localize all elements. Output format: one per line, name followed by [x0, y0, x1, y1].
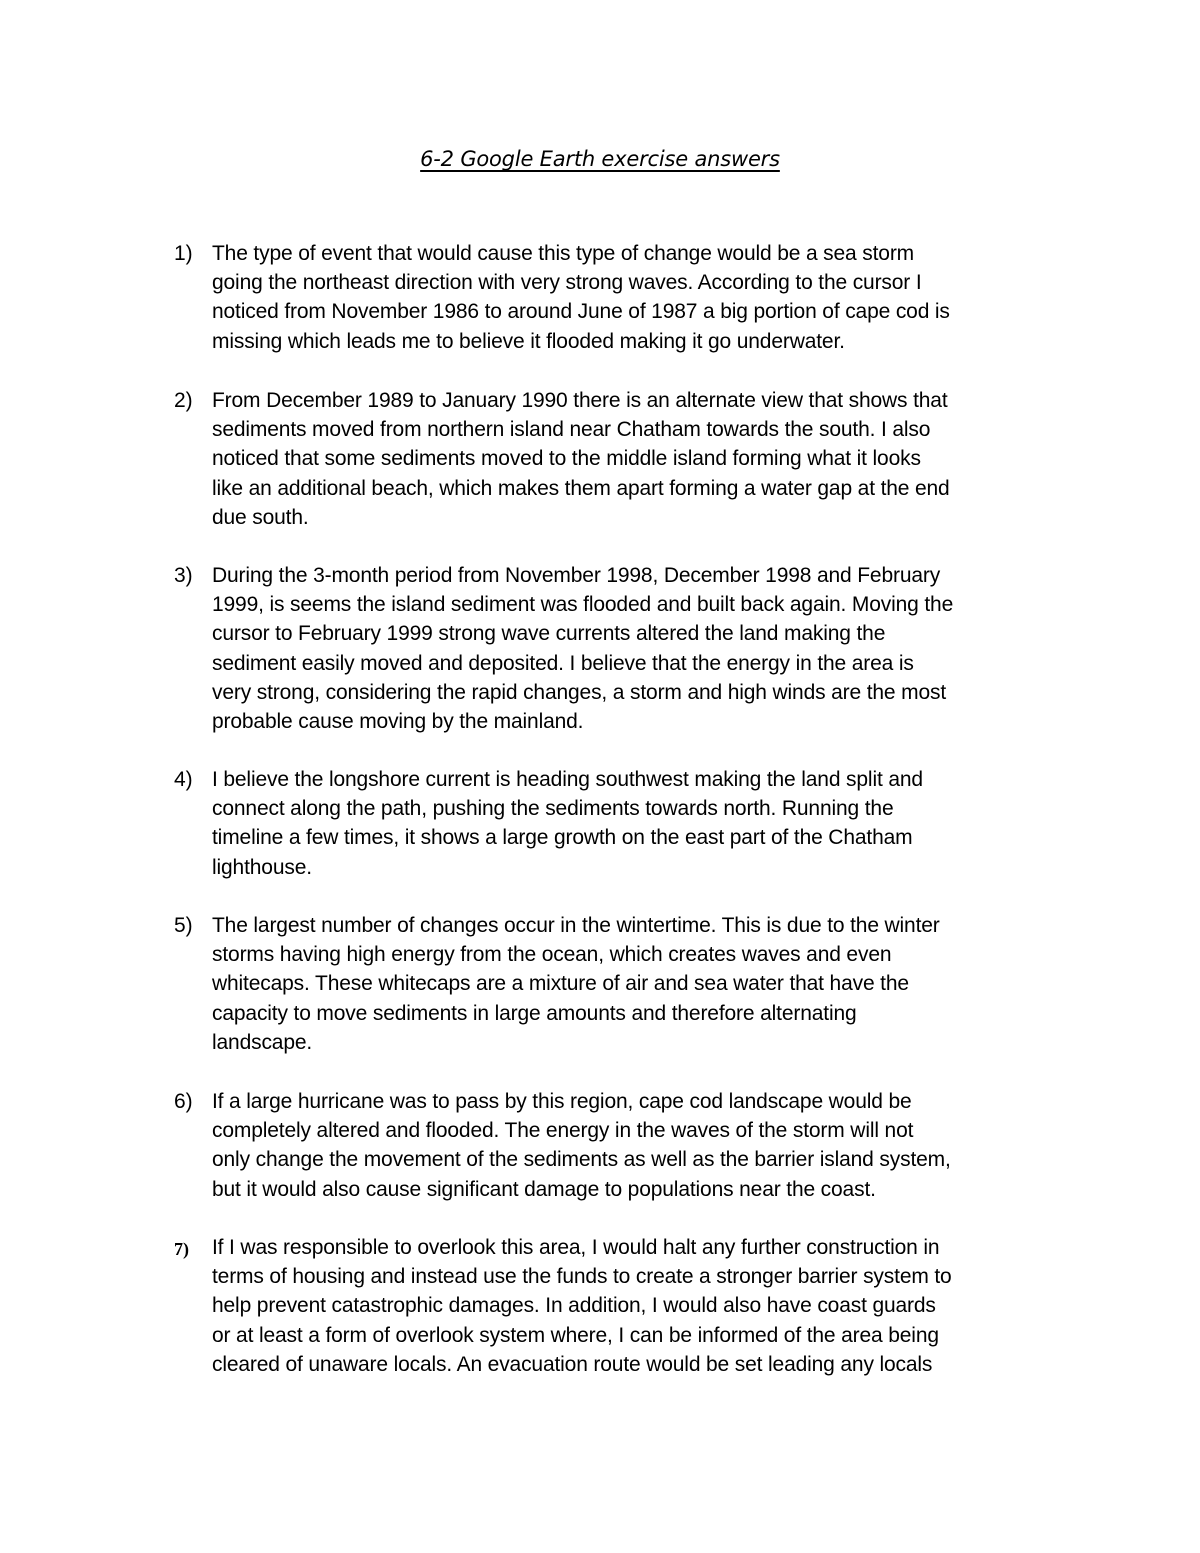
answer-line: only change the movement of the sediments as well as the barrier island system,: [212, 1148, 951, 1172]
answer-number: 4): [174, 768, 193, 791]
answer-line: cursor to February 1999 strong wave currents altered the land making the: [212, 622, 886, 646]
answer-text: [212, 386, 1062, 532]
answer-line: sediment easily moved and deposited. I believe that the energy in the area is: [212, 651, 914, 675]
answer-line: probable cause moving by the mainland.: [212, 710, 584, 734]
page-title: 6-2 Google Earth exercise answers: [420, 147, 780, 171]
answer-line: whitecaps. These whitecaps are a mixture of air and sea water that have the: [212, 972, 909, 996]
answer-line: timeline a few times, it shows a large growth on the east part of the Chatham: [212, 826, 913, 850]
answer-line: capacity to move sediments in large amounts and therefore alternating: [212, 1001, 857, 1025]
answer-text: [212, 765, 1062, 882]
answer-text: [212, 1087, 1062, 1204]
answer-line: due south.: [212, 505, 309, 529]
answer-line: connect along the path, pushing the sediments towards north. Running the: [212, 797, 894, 821]
answer-line: During the 3-month period from November 1998, December 1998 and February: [212, 564, 941, 587]
answer-text: [212, 911, 1062, 1057]
answer-line: landscape.: [212, 1030, 313, 1054]
answer-text: [212, 239, 1062, 356]
answer-line: completely altered and flooded. The energy in the waves of the storm will not: [212, 1119, 914, 1143]
answer-line: sediments moved from northern island near Chatham towards the south. I also: [212, 418, 931, 442]
answer-line: lighthouse.: [212, 855, 312, 879]
answer-text: [212, 561, 1062, 736]
answer-line: like an additional beach, which makes them apart forming a water gap at the end: [212, 476, 950, 500]
answer-line: noticed that some sediments moved to the middle island forming what it looks: [212, 447, 921, 471]
answer-line: If a large hurricane was to pass by this region, cape cod landscape would be: [212, 1090, 912, 1113]
answer-number: 2): [174, 389, 193, 412]
answer-number: 6): [174, 1090, 193, 1113]
answer-line: The largest number of changes occur in the wintertime. This is due to the winter: [212, 914, 940, 937]
answer-line: The type of event that would cause this type of change would be a sea storm: [212, 242, 915, 265]
answer-line: From December 1989 to January 1990 there is an alternate view that shows that: [212, 389, 948, 412]
answer-line: 1999, is seems the island sediment was flooded and built back again. Moving the: [212, 593, 954, 617]
answer-line: missing which leads me to believe it flooded making it go underwater.: [212, 329, 845, 353]
answer-line: If I was responsible to overlook this area, I would halt any further construction in: [212, 1236, 940, 1259]
answer-number: 1): [174, 242, 193, 265]
answer-number: 7): [174, 1239, 189, 1259]
answer-number: 3): [174, 564, 193, 587]
answer-line: I believe the longshore current is heading southwest making the land split and: [212, 768, 923, 791]
answer-line: terms of housing and instead use the funds to create a stronger barrier system to: [212, 1265, 952, 1289]
answer-line: help prevent catastrophic damages. In addition, I would also have coast guards: [212, 1294, 936, 1318]
answer-line: noticed from November 1986 to around June of 1987 a big portion of cape cod is: [212, 300, 950, 324]
answer-line: but it would also cause significant damage to populations near the coast.: [212, 1177, 876, 1201]
answer-line: going the northeast direction with very strong waves. According to the cursor I: [212, 271, 922, 295]
answer-line: storms having high energy from the ocean, which creates waves and even: [212, 943, 892, 967]
answer-number: 5): [174, 914, 193, 937]
answer-text: [212, 1233, 1062, 1379]
answer-line: or at least a form of overlook system where, I can be informed of the area being: [212, 1323, 939, 1347]
answer-line: cleared of unaware locals. An evacuation route would be set leading any locals: [212, 1352, 933, 1376]
answer-line: very strong, considering the rapid changes, a storm and high winds are the most: [212, 680, 947, 704]
